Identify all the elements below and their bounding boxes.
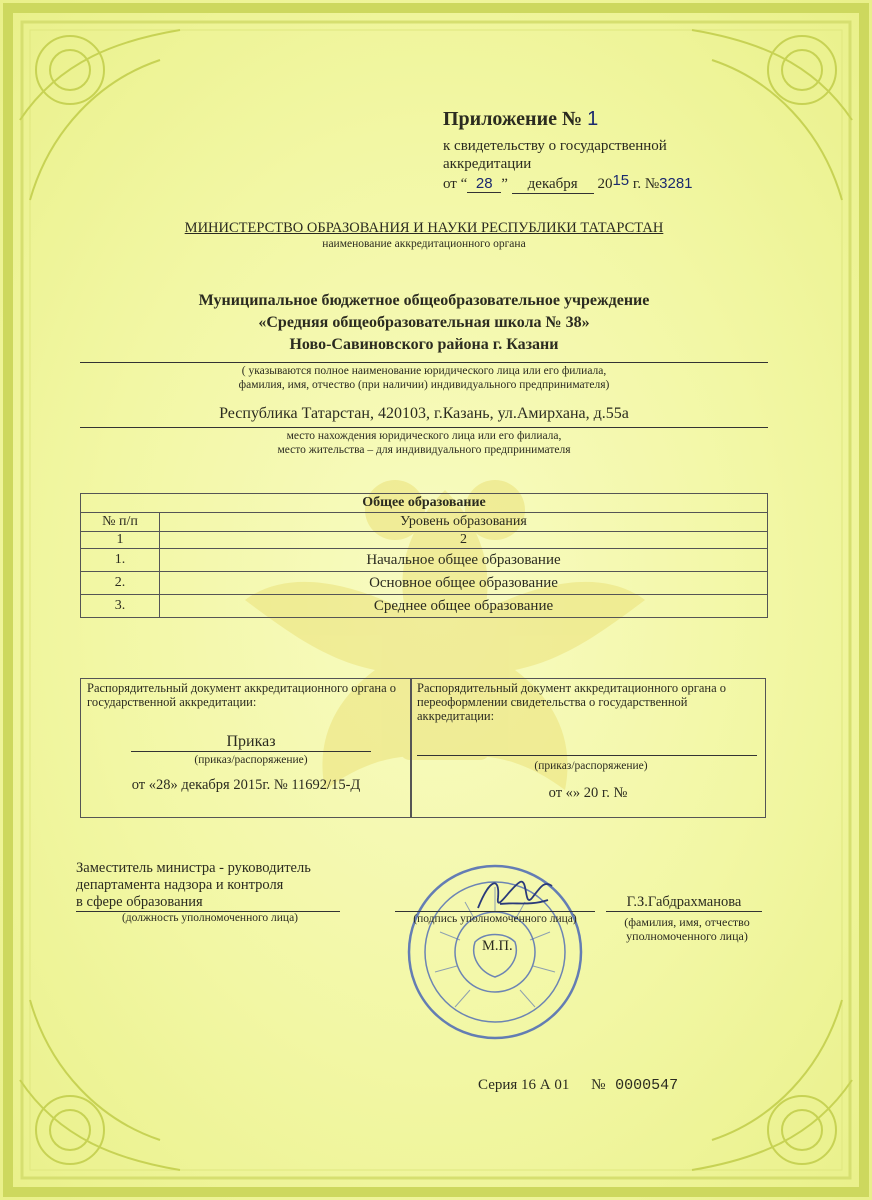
number-label: г. № bbox=[632, 176, 660, 192]
certificate-number: 3281 bbox=[659, 175, 693, 192]
series-number: 0000547 bbox=[615, 1077, 679, 1094]
right-doc-ref: от «» 20 г. № bbox=[548, 785, 628, 801]
organization-underline bbox=[80, 362, 768, 363]
appendix-number: 1 bbox=[587, 108, 599, 130]
left-doc-caption: (приказ/распоряжение) bbox=[194, 754, 308, 766]
organization-caption bbox=[80, 364, 768, 392]
address-caption-1: место нахождения юридического лица или его филиала, bbox=[286, 430, 562, 442]
table-index-row bbox=[81, 532, 768, 549]
position-line-1: Заместитель министра - руководитель bbox=[76, 860, 311, 876]
name-caption-2: уполномоченного лица) bbox=[626, 929, 748, 943]
signature-caption: (подпись уполномоченного лица) bbox=[395, 911, 595, 926]
position-line-2: департамента надзора и контроля bbox=[76, 877, 284, 893]
table-row bbox=[81, 595, 768, 618]
address-caption bbox=[80, 429, 768, 457]
row-num: 2. bbox=[81, 572, 160, 595]
signer-position bbox=[76, 860, 340, 912]
index-num: 1 bbox=[81, 532, 160, 549]
row-num: 3. bbox=[81, 595, 160, 618]
organization-line-3: Ново-Савиновского района г. Казани bbox=[289, 336, 559, 353]
date-prefix: от “ bbox=[443, 176, 468, 192]
col-level-header: Уровень образования bbox=[160, 513, 768, 532]
series-number-sign: № bbox=[591, 1077, 606, 1093]
right-doc-title: Распорядительный документ аккредитационного органа о переоформлении свидетельства о государственной аккредитации: bbox=[417, 681, 726, 723]
table-header-row bbox=[81, 513, 768, 532]
left-doc-type: Приказ bbox=[131, 733, 371, 752]
address-underline bbox=[80, 427, 768, 428]
row-level: Начальное общее образование bbox=[160, 549, 768, 572]
date-quote: ” bbox=[501, 176, 508, 192]
appendix-title bbox=[443, 108, 598, 131]
name-caption bbox=[612, 915, 762, 943]
table-title: Общее образование bbox=[81, 494, 768, 513]
row-level: Среднее общее образование bbox=[160, 595, 768, 618]
authority-block bbox=[80, 220, 768, 251]
subtitle-line-2: аккредитации bbox=[443, 156, 532, 172]
right-doc-line bbox=[417, 755, 757, 756]
row-level: Основное общее образование bbox=[160, 572, 768, 595]
date-day: 28 bbox=[467, 175, 501, 193]
right-doc-caption: (приказ/распоряжение) bbox=[534, 760, 648, 772]
position-caption: (должность уполномоченного лица) bbox=[121, 912, 299, 924]
organization-name bbox=[80, 290, 768, 356]
appendix-title-text: Приложение № bbox=[443, 108, 583, 130]
row-num: 1. bbox=[81, 549, 160, 572]
authority-name: МИНИСТЕРСТВО ОБРАЗОВАНИЯ И НАУКИ РЕСПУБЛИКИ ТАТАРСТАН bbox=[184, 220, 664, 236]
signer-name: Г.З.Габдрахманова bbox=[606, 894, 762, 912]
index-level: 2 bbox=[160, 532, 768, 549]
table-title-row bbox=[81, 494, 768, 513]
year-prefix: 20 bbox=[597, 176, 613, 192]
date-month: декабря bbox=[512, 176, 594, 194]
date-line bbox=[443, 172, 693, 194]
table-row bbox=[81, 549, 768, 572]
address-value: Республика Татарстан, 420103, г.Казань, ул.Амирхана, д.55а bbox=[219, 405, 629, 422]
left-doc-ref: от «28» декабря 2015г. № 11692/15-Д bbox=[131, 777, 361, 793]
organization-line-2: «Средняя общеобразовательная школа № 38» bbox=[258, 314, 590, 331]
address-caption-2: место жительства – для индивидуального предпринимателя bbox=[277, 444, 571, 456]
appendix-subtitle bbox=[443, 137, 667, 173]
authority-caption: наименование аккредитационного органа bbox=[322, 238, 526, 250]
series-line bbox=[478, 1077, 678, 1094]
subtitle-line-1: к свидетельству о государственной bbox=[443, 138, 667, 154]
left-doc-title: Распорядительный документ аккредитационного органа о государственной аккредитации: bbox=[87, 681, 396, 709]
series-label: Серия 16 А 01 bbox=[478, 1077, 570, 1093]
organization-line-1: Муниципальное бюджетное общеобразовательное учреждение bbox=[198, 292, 650, 309]
position-line-3: в сфере образования bbox=[76, 894, 340, 912]
education-levels-table bbox=[80, 493, 768, 618]
name-caption-1: (фамилия, имя, отчество bbox=[624, 915, 750, 929]
accreditation-document-box bbox=[80, 678, 412, 818]
reissue-document-box bbox=[410, 678, 766, 818]
table-row bbox=[81, 572, 768, 595]
organization-caption-1: ( указываются полное наименование юридического лица или его филиала, bbox=[241, 365, 607, 377]
stamp-place-label: М.П. bbox=[482, 938, 513, 954]
col-num-header: № п/п bbox=[81, 513, 160, 532]
organization-caption-2: фамилия, имя, отчество (при наличии) индивидуального предпринимателя) bbox=[238, 379, 610, 391]
year-suffix: 15 bbox=[612, 172, 630, 189]
